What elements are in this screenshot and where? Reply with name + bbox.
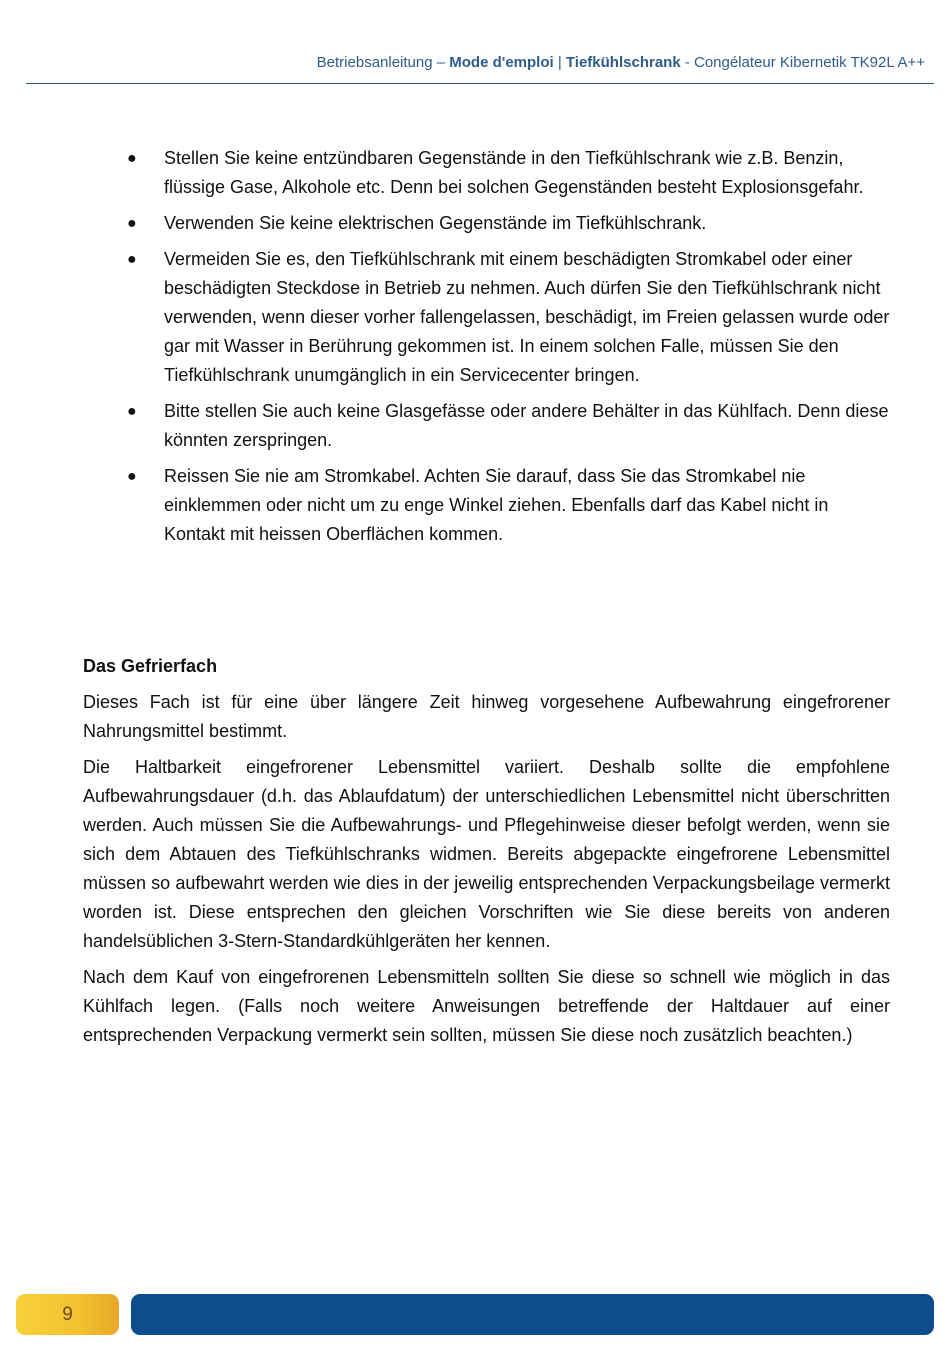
list-item bbox=[0, 397, 894, 455]
bullet-icon: ● bbox=[127, 403, 137, 420]
running-header bbox=[0, 54, 925, 71]
paragraph: Die Haltbarkeit eingefrorener Lebensmittel variiert. Deshalb sollte die empfohlene Aufbewahrungsdauer (d.h. das Ablaufdatum) der unterschiedlichen Lebensmittel nicht überschritten werden. Auch müssen Sie die Aufbewahrungs- und Pflegehinweise dieser befolgt werden, wenn sie sich dem Abtauen des Tiefkühlschranks widmen. Bereits abgepackte eingefrorene Lebensmittel müssen so aufbewahrt werden wie dies in der jeweilig entsprechenden Verpackungsbeilage vermerkt worden ist. Diese entsprechen den gleichen Vorschriften wie Sie diese bereits von anderen handelsüblichen 3-Stern-Standardkühlgeräten her kennen. bbox=[83, 757, 890, 951]
footer-bar bbox=[131, 1294, 934, 1335]
bullet-icon: ● bbox=[127, 150, 137, 167]
header-divider bbox=[26, 83, 934, 84]
header-part-5: - Congélateur Kibernetik TK92L A++ bbox=[680, 54, 925, 71]
list-item bbox=[0, 462, 894, 549]
bullet-text: Bitte stellen Sie auch keine Glasgefässe oder andere Behälter in das Kühlfach. Denn diese könnten zerspringen. bbox=[164, 401, 889, 450]
header-part-2: Mode d'emploi bbox=[449, 54, 554, 71]
bullet-icon: ● bbox=[127, 251, 137, 268]
paragraph: Nach dem Kauf von eingefrorenen Lebensmitteln sollten Sie diese so schnell wie möglich in das Kühlfach legen. (Falls noch weitere Anweisungen betreffende der Haltdauer auf einer entsprechenden Verpackung vermerkt sein sollten, müssen Sie diese noch zusätzlich beachten.) bbox=[83, 967, 890, 1045]
bullet-text: Verwenden Sie keine elektrischen Gegenstände im Tiefkühlschrank. bbox=[164, 213, 707, 233]
list-item bbox=[0, 209, 894, 238]
bullet-icon: ● bbox=[127, 468, 137, 485]
bullet-text: Vermeiden Sie es, den Tiefkühlschrank mit einem beschädigten Stromkabel oder einer beschädigten Steckdose in Betrieb zu nehmen. Auch dürfen Sie den Tiefkühlschrank nicht verwenden, wenn dieser vorher fallengelassen, beschädigt, im Freien gelassen wurde oder gar mit Wasser in Berührung gekommen ist. In einem solchen Falle, müssen Sie den Tiefkühlschrank unumgänglich in ein Servicecenter bringen. bbox=[164, 249, 890, 385]
list-item bbox=[0, 245, 894, 390]
header-part-3: | bbox=[553, 54, 566, 71]
header-part-1: Betriebsanleitung – bbox=[316, 54, 450, 71]
bullet-icon: ● bbox=[127, 215, 137, 232]
bullet-text: Stellen Sie keine entzündbaren Gegenstände in den Tiefkühlschrank wie z.B. Benzin, flüssige Gase, Alkohole etc. Denn bei solchen Gegenständen besteht Explosionsgefahr. bbox=[164, 148, 864, 197]
header-part-4: Tiefkühlschrank bbox=[565, 54, 681, 71]
bullet-text: Reissen Sie nie am Stromkabel. Achten Sie darauf, dass Sie das Stromkabel nie einklemmen oder nicht um zu enge Winkel ziehen. Ebenfalls darf das Kabel nicht in Kontakt mit heissen Oberflächen kommen. bbox=[164, 466, 829, 544]
paragraph: Dieses Fach ist für eine über längere Zeit hinweg vorgesehene Aufbewahrung eingefrorener Nahrungsmittel bestimmt. bbox=[83, 692, 890, 741]
safety-bullet-list bbox=[0, 144, 950, 556]
page-number-badge bbox=[16, 1294, 119, 1335]
freezer-section bbox=[83, 652, 890, 1057]
section-heading: Das Gefrierfach bbox=[83, 656, 218, 676]
list-item bbox=[0, 144, 894, 202]
page-number: 9 bbox=[62, 1303, 73, 1325]
